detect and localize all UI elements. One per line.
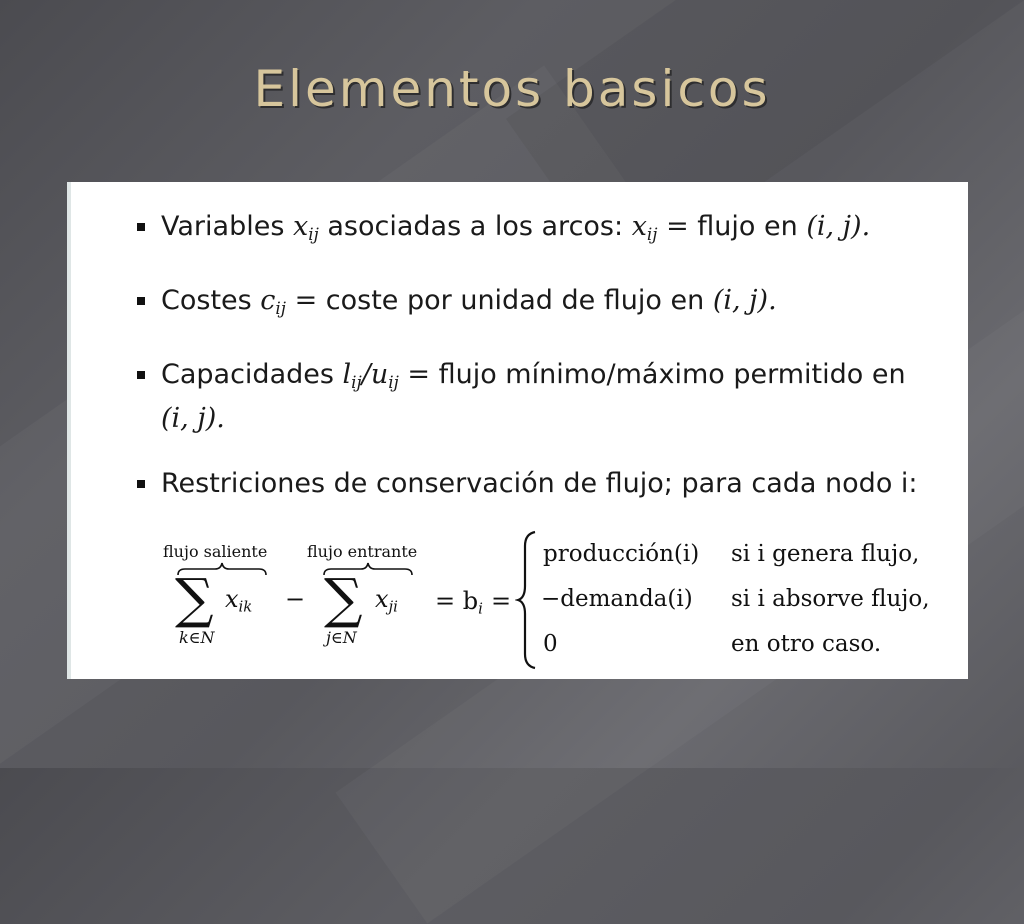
- label-outflow: flujo saliente: [163, 542, 268, 561]
- math-pair: (i, j).: [712, 285, 777, 316]
- sum-symbol: ∑: [175, 567, 214, 630]
- equals-sign: =: [491, 587, 512, 615]
- case-value-production: producción(i): [543, 541, 700, 567]
- sum-index-outflow: k∈N: [179, 628, 215, 647]
- math-var: $x_{ij}$: [292, 211, 319, 245]
- math-var: $l_{ij}/u_{ij}$: [342, 359, 399, 393]
- text-variables: Variables: [161, 211, 285, 242]
- case-condition-other: en otro caso.: [731, 631, 882, 657]
- bullet-text: Restriciones de conservación de flujo; para cada nodo i:: [161, 468, 918, 499]
- math-var: $c_{ij}$: [260, 285, 286, 319]
- text-capacity-desc: flujo mínimo/máximo permitido en: [438, 359, 906, 390]
- case-condition-demand: si i absorve flujo,: [731, 586, 930, 612]
- term-inflow: $x_{ji}$: [375, 585, 398, 616]
- slide-title: Elementos basicos: [253, 60, 771, 118]
- minus-sign: −: [285, 585, 306, 613]
- case-value-demand: −demanda(i): [541, 586, 693, 612]
- math-pair: (i, j).: [161, 403, 225, 434]
- label-inflow: flujo entrante: [307, 542, 418, 561]
- equals-sign: =: [666, 211, 689, 242]
- text-cost-desc: coste por unidad de flujo en: [325, 285, 705, 316]
- math-var: $x_{ij}$: [631, 211, 658, 245]
- conservation-formula: [71, 182, 968, 679]
- case-condition-production: si i genera flujo,: [731, 541, 920, 567]
- sum-symbol: ∑: [324, 567, 363, 630]
- cases-brace: [515, 530, 539, 670]
- text-costs: Costes: [161, 285, 252, 316]
- equals-sign: =: [294, 285, 318, 316]
- case-value-zero: 0: [543, 631, 558, 657]
- sum-index-inflow: j∈N: [326, 628, 357, 647]
- content-panel: [67, 182, 968, 679]
- text-flow: flujo en: [697, 211, 798, 242]
- term-outflow: $x_{ik}$: [225, 585, 253, 616]
- text-capacities: Capacidades: [161, 359, 334, 390]
- rhs-bi: = $b_i$: [435, 587, 483, 618]
- text-arcs: asociadas a los arcos:: [327, 211, 624, 242]
- math-pair: (i, j).: [806, 211, 871, 242]
- equals-sign: =: [407, 359, 430, 390]
